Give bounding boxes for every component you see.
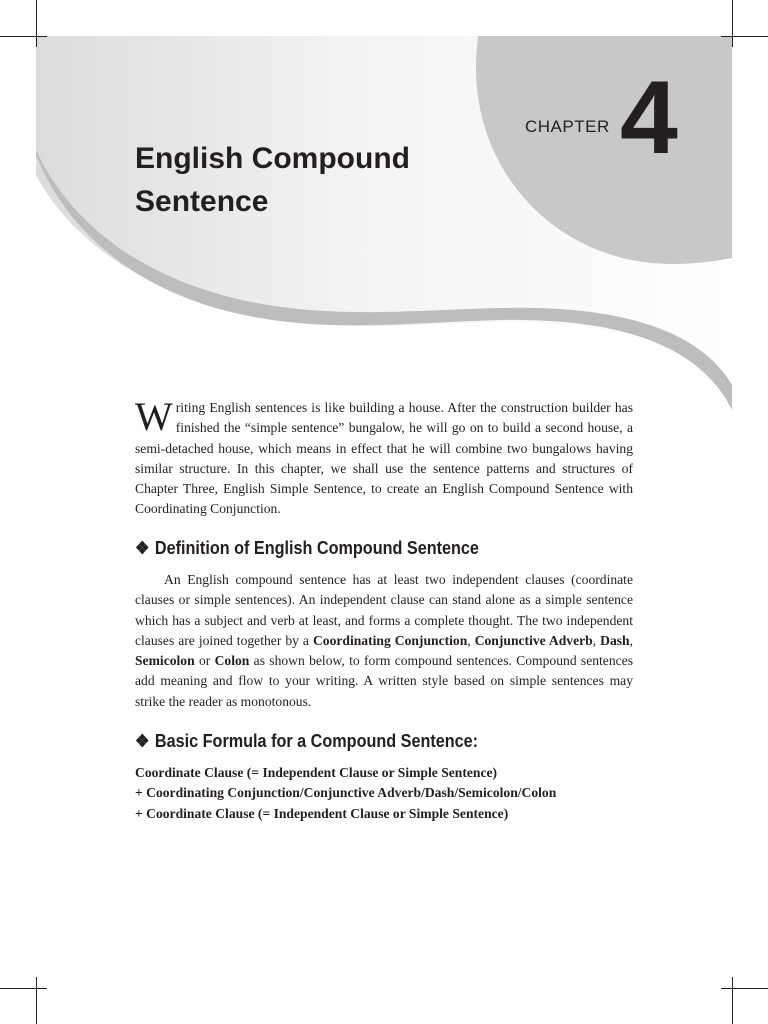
chapter-number: 4 (620, 60, 676, 176)
diamond-bullet-icon: ❖ (135, 538, 150, 558)
diamond-bullet-icon: ❖ (135, 731, 150, 751)
crop-mark (36, 0, 37, 47)
section-heading-definition (135, 538, 479, 559)
formula-line: + Coordinate Clause (= Independent Clause or Simple Sentence) (135, 805, 509, 821)
crop-mark (721, 36, 768, 37)
formula-block (135, 763, 556, 824)
text-run: , (629, 632, 634, 648)
definition-paragraph (135, 570, 633, 712)
text-run: An English compound sentence has at least two independent clauses (coordinate clauses or simple sentences). An independent clause can stand alone as a simple sentence which has a subject and verb at least, and forms a complete thought. The two independent clauses are joined together by a (135, 572, 633, 648)
intro-paragraph (135, 394, 633, 520)
crop-mark (0, 988, 47, 989)
intro-text: riting English sentences is like building a house. After the construction builder has finished the “simple sentence” bungalow, he will go on to build a second house, a semi-detached house, which means in effect that he will combine two bungalows having similar structure. In this chapter, we shall use the sentence patterns and structures of Chapter Three, English Simple Sentence, to create an English Compound Sentence with Coordinating Conjunction. (135, 400, 633, 517)
term-dash: Dash (600, 632, 630, 648)
crop-mark (732, 0, 733, 47)
heading-text: Basic Formula for a Compound Sentence: (154, 731, 479, 751)
heading-text: Definition of English Compound Sentence (154, 538, 479, 558)
crop-mark (732, 977, 733, 1024)
text-run: or (194, 653, 215, 669)
crop-mark (36, 977, 37, 1024)
chapter-title: English Compound Sentence (135, 142, 410, 218)
formula-line: + Coordinating Conjunction/Conjunctive Adverb/Dash/Semicolon/Colon (135, 785, 557, 801)
term-conjunctive-adverb: Conjunctive Adverb (474, 632, 593, 648)
term-semicolon: Semicolon (135, 653, 195, 669)
text-run: as shown below, to form compound sentences. Compound sentences add meaning and flow to your writing. A written style based on simple sentences may strike the reader as monotonous. (135, 653, 633, 709)
crop-mark (0, 36, 47, 37)
section-heading-formula (135, 731, 478, 752)
drop-cap: W (135, 394, 173, 439)
crop-mark (721, 988, 768, 989)
text-run: , (592, 632, 601, 648)
term-coordinating-conjunction: Coordinating Conjunction (312, 632, 468, 648)
formula-line: Coordinate Clause (= Independent Clause or Simple Sentence) (135, 765, 498, 780)
chapter-label: CHAPTER (525, 117, 610, 136)
text-run: , (467, 632, 475, 648)
term-colon: Colon (214, 653, 250, 669)
